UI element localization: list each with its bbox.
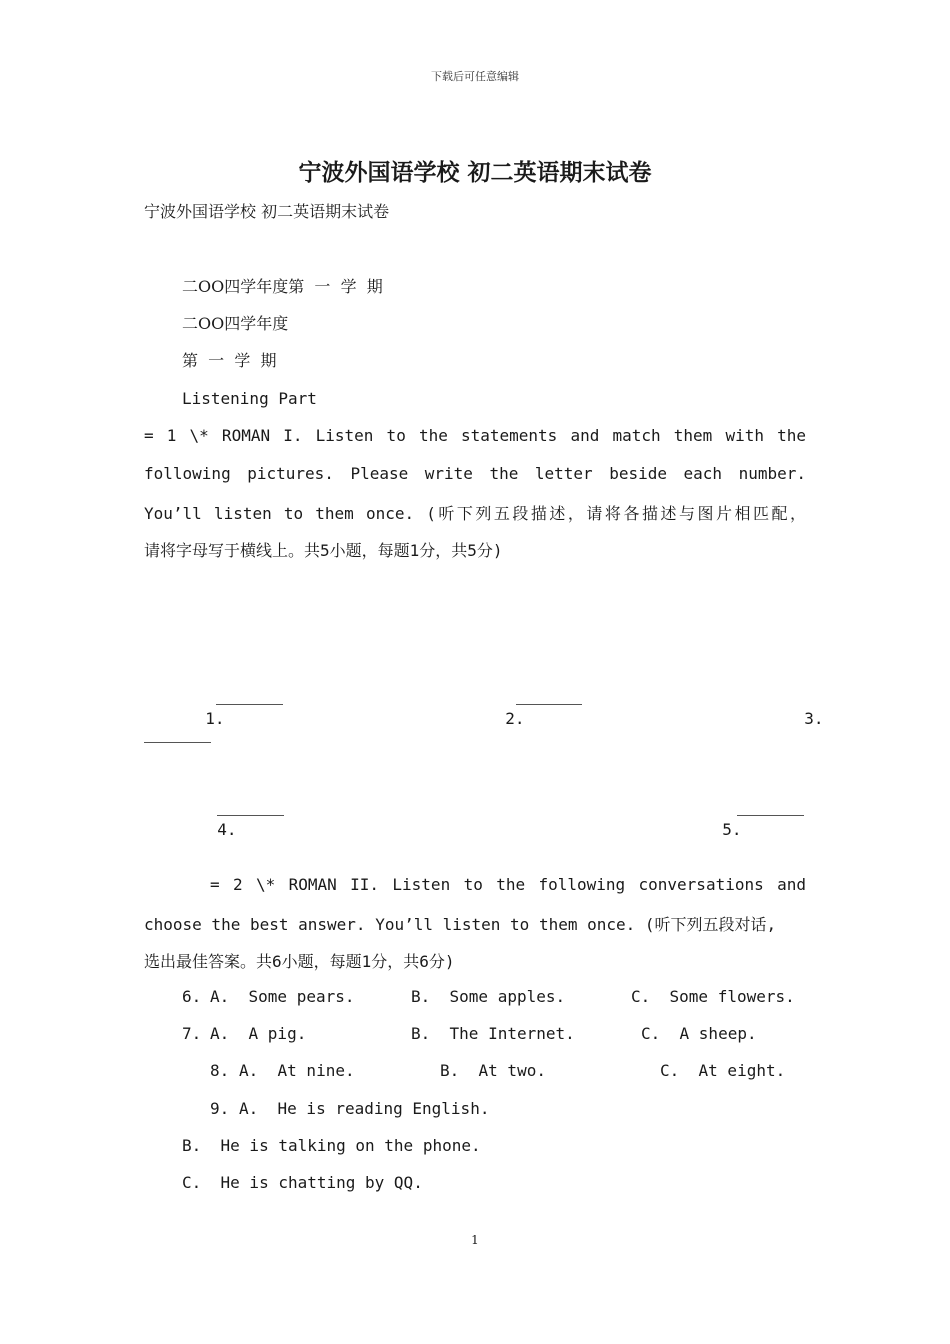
- blank-line-5[interactable]: [737, 801, 804, 816]
- blank-line-3[interactable]: [144, 728, 211, 743]
- question-7-number: 7.: [182, 1024, 202, 1043]
- question-8-option-a: A. At nine.: [239, 1061, 355, 1080]
- part2-instruction-line-3: 选出最佳答案。共6小题，每题1分，共6分): [144, 952, 455, 971]
- blank-number-5: 5.: [722, 820, 742, 839]
- blank-number-2: 2.: [505, 709, 525, 728]
- question-6-number: 6.: [182, 987, 202, 1006]
- question-8-option-b: B. At two.: [440, 1061, 546, 1080]
- question-6-option-a: A. Some pears.: [210, 987, 355, 1006]
- blank-line-4[interactable]: [217, 801, 284, 816]
- blank-line-1[interactable]: [216, 690, 283, 705]
- question-6-option-b: B. Some apples.: [411, 987, 566, 1006]
- document-subtitle: 宁波外国语学校 初二英语期末试卷: [144, 202, 390, 221]
- blank-line-2[interactable]: [516, 690, 582, 705]
- term-line-2: 二OO四学年度: [182, 314, 289, 333]
- question-8-option-c: C. At eight.: [660, 1061, 786, 1080]
- question-9-option-b: B. He is talking on the phone.: [182, 1136, 481, 1155]
- blank-number-3: 3.: [804, 709, 824, 728]
- part1-instruction-line-3: You’ll listen to them once. (听下列五段描述，请将各描述与图片相匹配，: [144, 504, 806, 523]
- section-heading: Listening Part: [182, 389, 317, 408]
- page-header-note: 下载后可任意编辑: [431, 70, 519, 83]
- blank-item-5: [703, 801, 742, 839]
- part2-instruction-line-1: = 2 \* ROMAN II. Listen to the following conversations and: [210, 875, 806, 894]
- term-line-1: 二OO四学年度第 一 学 期: [182, 277, 383, 296]
- blank-number-4: 4.: [217, 820, 237, 839]
- document-title: 宁波外国语学校 初二英语期末试卷: [298, 159, 652, 186]
- question-6-option-c: C. Some flowers.: [631, 987, 795, 1006]
- question-7-option-c: C. A sheep.: [641, 1024, 757, 1043]
- blank-item-3: [785, 690, 824, 728]
- part2-instruction-line-2: choose the best answer. You’ll listen to them once. (听下列五段对话,: [144, 915, 777, 934]
- blank-number-1: 1.: [205, 709, 225, 728]
- question-9-option-c: C. He is chatting by QQ.: [182, 1173, 423, 1192]
- part1-instruction-line-4: 请将字母写于横线上。共5小题，每题1分，共5分): [144, 541, 503, 560]
- part1-instruction-line-2: following pictures. Please write the letter beside each number.: [144, 464, 806, 483]
- page-number: 1: [471, 1233, 479, 1247]
- question-7-option-b: B. The Internet.: [411, 1024, 575, 1043]
- part1-instruction-line-1: = 1 \* ROMAN I. Listen to the statements and match them with the: [144, 426, 806, 445]
- question-9-option-a: A. He is reading English.: [239, 1099, 490, 1118]
- question-9-number: 9.: [210, 1099, 230, 1118]
- question-8-number: 8.: [210, 1061, 230, 1080]
- question-7-option-a: A. A pig.: [210, 1024, 307, 1043]
- term-line-3: 第 一 学 期: [182, 351, 277, 370]
